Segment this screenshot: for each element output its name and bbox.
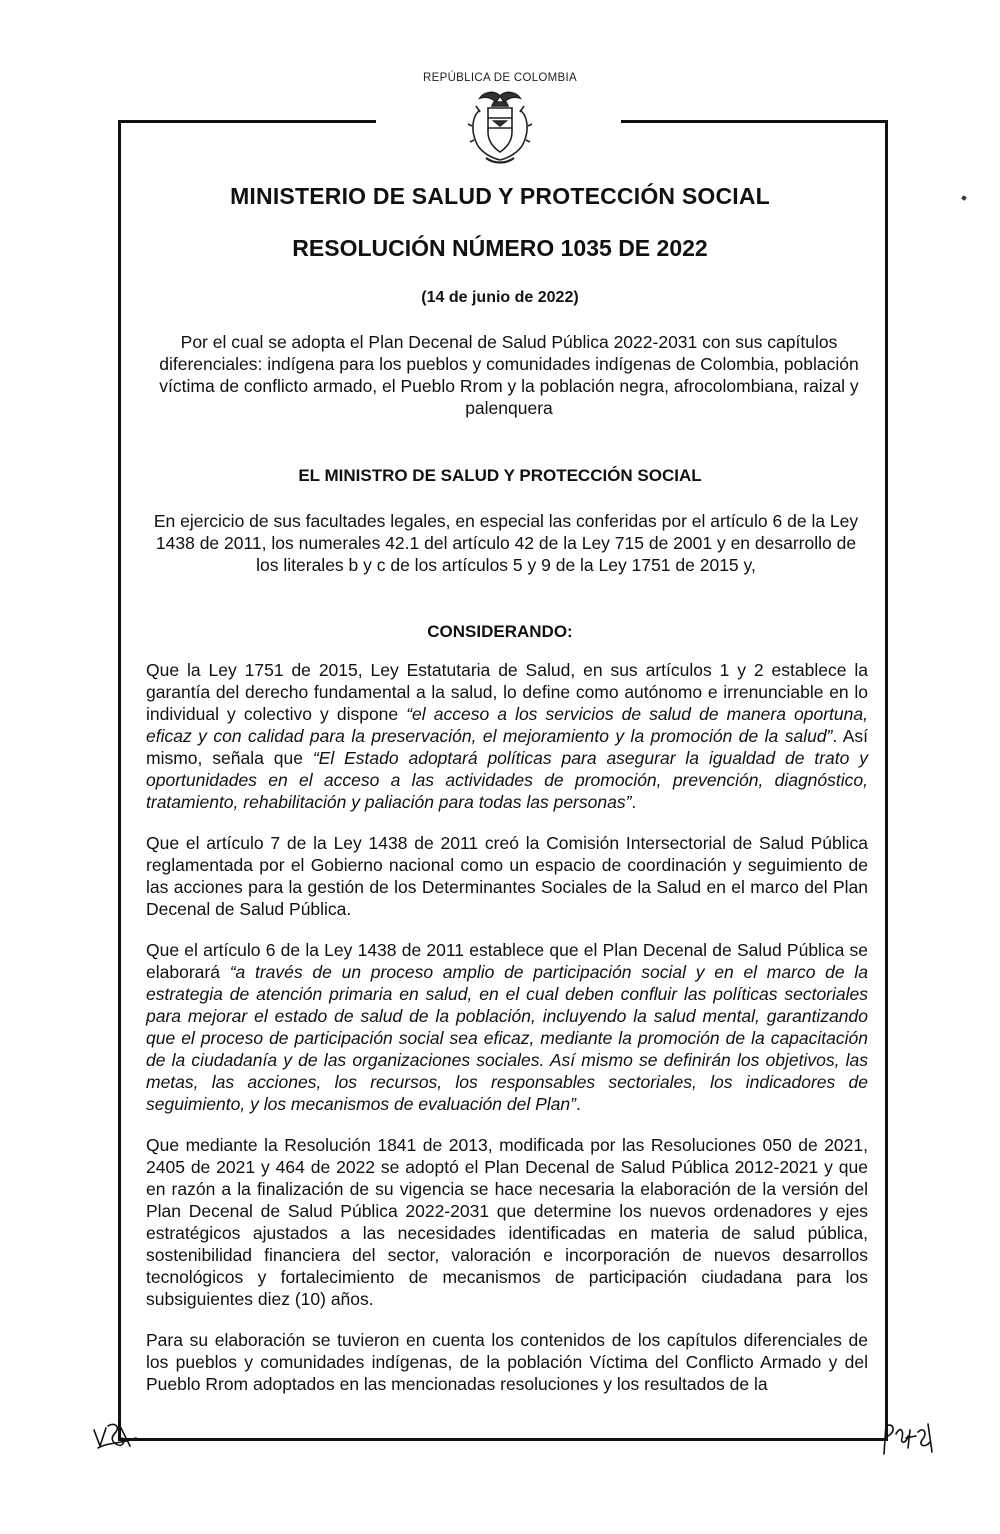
resolution-number: RESOLUCIÓN NÚMERO 1035 DE 2022 bbox=[292, 235, 708, 261]
paragraph-ley-1751: Que la Ley 1751 de 2015, Ley Estatutaria de Salud, en sus artículos 1 y 2 establece la garantía del derecho fundamental a la salud, lo define como autónomo e irrenunciable en lo individual y colectivo y dispone “el acceso a los servicios de salud de manera oportuna, eficaz y con calidad para la preservación, el mejoramiento y la promoción de la salud”. Así mismo, señala que “El Estado adoptará políticas para asegurar la igualdad de trato y oportunidades en el acceso a las actividades de promoción, prevención, diagnóstico, tratamiento, rehabilitación y paliación para todas las personas”. bbox=[146, 660, 868, 812]
country-header: REPÚBLICA DE COLOMBIA bbox=[423, 72, 577, 84]
paragraph-elaboracion: Para su elaboración se tuvieron en cuenta los contenidos de los capítulos diferenciales de los pueblos y comunidades indígenas, de la población Víctima del Conflicto Armado y del Pueblo Rrom adoptados en las mencionadas resoluciones y los resultados de la bbox=[146, 1330, 868, 1394]
quote-estado-politicas: “El Estado adoptará políticas para asegurar la igualdad de trato y oportunidades en el acceso a las actividades de promoción, prevención, diagnóstico, tratamiento, rehabilitación y paliación para todas las personas” bbox=[146, 748, 868, 812]
frame-border-bottom bbox=[118, 1438, 888, 1441]
legal-powers: En ejercicio de sus facultades legales, en especial las conferidas por el artículo 6 de la Ley 1438 de 2011, los numerales 42.1 del artículo 42 de la Ley 715 de 2001 y en desarrollo de los literales b y c de los artículos 5 y 9 de la Ley 1751 de 2015 y, bbox=[153, 511, 859, 575]
colombia-coat-of-arms-icon bbox=[450, 86, 550, 176]
frame-border-left bbox=[118, 120, 121, 1440]
resolution-subject: Por el cual se adopta el Plan Decenal de Salud Pública 2022-2031 con sus capítulos diferenciales: indígena para los pueblos y comunidades indígenas de Colombia, población víctima de conflicto armado, el Pueblo Rrom y la población negra, afrocolombiana, raizal y palenquera bbox=[159, 332, 859, 418]
frame-border-top-left bbox=[118, 120, 376, 123]
considering-heading: CONSIDERANDO: bbox=[427, 622, 573, 641]
handwritten-signature-icon bbox=[878, 1416, 940, 1458]
paragraph-ley-1438-art6: Que el artículo 6 de la Ley 1438 de 2011 establece que el Plan Decenal de Salud Pública se elaborará “a través de un proceso amplio de participación social y en el marco de la estrategia de atención primaria en salud, en el cual deben confluir las políticas sectoriales para mejorar el estado de salud de la población, incluyendo la salud mental, garantizando que el proceso de participación social sea eficaz, mediante la promoción de la capacitación de la ciudadanía y de las organizaciones sociales. Así mismo se definirán los objetivos, las metas, las acciones, los recursos, los responsables sectoriales, los indicadores de seguimiento, y los mecanismos de evaluación del Plan”. bbox=[146, 940, 868, 1114]
paragraph-comision-intersectorial: Que el artículo 7 de la Ley 1438 de 2011 creó la Comisión Intersectorial de Salud Pública reglamentada por el Gobierno nacional como un espacio de coordinación y seguimiento de las acciones para la gestión de los Determinantes Sociales de la Salud en el marco del Plan Decenal de Salud Pública. bbox=[146, 833, 868, 919]
handwritten-initials-icon bbox=[90, 1418, 140, 1456]
ministry-title: MINISTERIO DE SALUD Y PROTECCIÓN SOCIAL bbox=[230, 183, 770, 209]
quote-proceso-participacion: “a través de un proceso amplio de participación social y en el marco de la estrategia de atención primaria en salud, en el cual deben confluir las políticas sectoriales para mejorar el estado de salud de la población, incluyendo la salud mental, garantizando que el proceso de participación social sea eficaz, mediante la promoción de la capacitación de la ciudadanía y de las organizaciones sociales. Así mismo se definirán los objetivos, las metas, las acciones, los recursos, los responsables sectoriales, los indicadores de seguimiento, y los mecanismos de evaluación del Plan” bbox=[146, 962, 868, 1114]
frame-border-right bbox=[885, 120, 888, 1440]
issuer-heading: EL MINISTRO DE SALUD Y PROTECCIÓN SOCIAL bbox=[298, 466, 702, 485]
quote-acceso-servicios: “el acceso a los servicios de salud de manera oportuna, eficaz y con calidad para la preservación, el mejoramiento y la promoción de la salud” bbox=[146, 704, 868, 746]
paragraph-resolucion-1841: Que mediante la Resolución 1841 de 2013, modificada por las Resoluciones 050 de 2021, 2405 de 2021 y 464 de 2022 se adoptó el Plan Decenal de Salud Pública 2012-2021 y que en razón a la finalización de su vigencia se hace necesaria la elaboración de la versión del Plan Decenal de Salud Pública 2022-2031 que determine los nuevos ordenadores y ejes estratégicos ajustados a las necesidades identificadas en materia de salud pública, sostenibilidad financiera del sector, valoración e incorporación de nuevos desarrollos tecnológicos y fortalecimiento de mecanismos de participación ciudadana para los subsiguientes diez (10) años. bbox=[146, 1135, 868, 1309]
considering-body bbox=[146, 659, 868, 1414]
resolution-date: (14 de junio de 2022) bbox=[421, 289, 579, 306]
frame-border-top-right bbox=[621, 120, 887, 123]
